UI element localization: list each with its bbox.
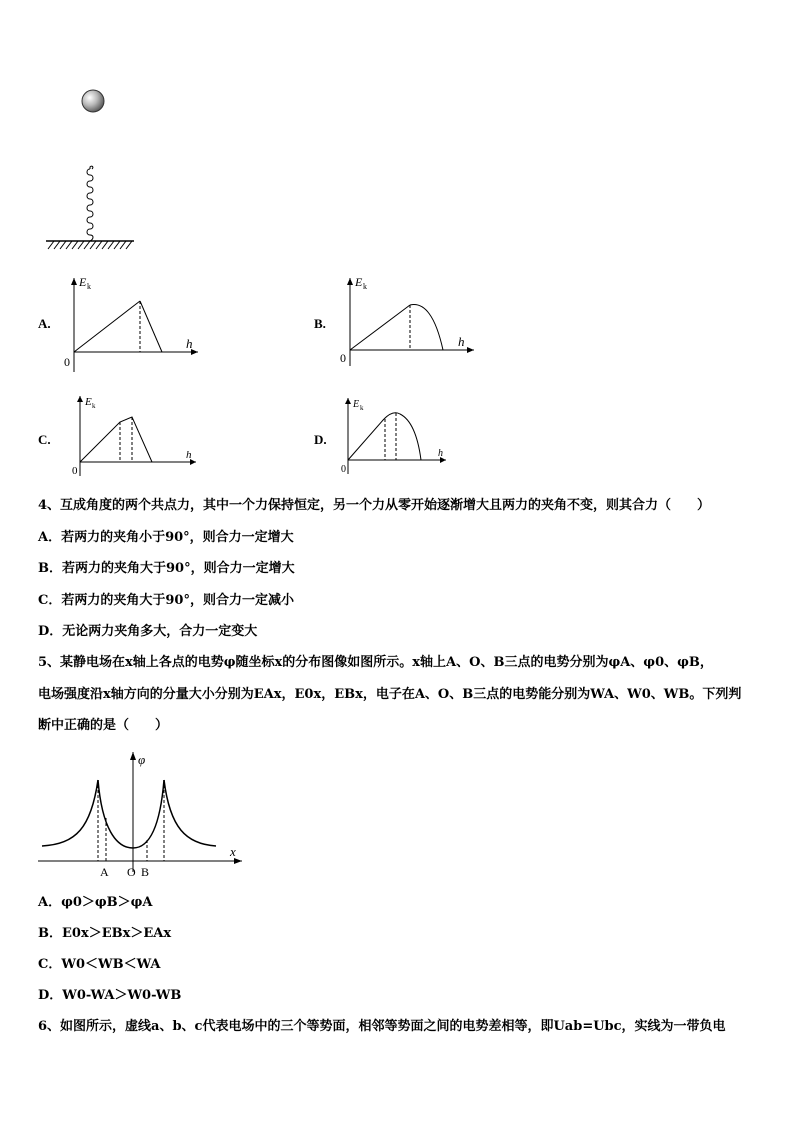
spring-ball-figure — [40, 85, 150, 255]
option-d-graph — [334, 392, 479, 487]
y-axis-label: E — [85, 396, 92, 408]
spring — [87, 166, 93, 241]
phi-axis-label: φ — [138, 752, 146, 767]
option-a-label[interactable]: A. — [38, 316, 51, 331]
q5-stem-line3: 断中正确的是（ ） — [38, 718, 169, 733]
q4-option-a[interactable]: A．若两力的夹角小于90°，则合力一定增大 — [38, 530, 294, 545]
q5-option-d[interactable]: D．W0-WA＞W0-WB — [38, 988, 182, 1003]
y-axis-sub: k — [360, 404, 364, 412]
y-axis-sub: k — [363, 282, 367, 291]
y-axis-label: E — [353, 399, 360, 410]
x-axis-label: h — [186, 449, 192, 461]
origin-label: 0 — [341, 464, 346, 475]
q5-stem-line1: 5、某静电场在x轴上各点的电势φ随坐标x的分布图像如图所示。x轴上A、O、B三点的电势分别为φA、φ0、φB， — [38, 655, 713, 670]
ball — [82, 90, 104, 112]
y-axis-sub: k — [87, 282, 91, 291]
y-axis-label: E — [355, 275, 363, 289]
origin-label: 0 — [340, 351, 346, 365]
option-c-graph — [58, 392, 203, 487]
x-axis-label: h — [438, 448, 443, 459]
y-axis-sub: k — [92, 402, 96, 410]
option-a-graph — [58, 272, 203, 377]
q5-option-a[interactable]: A．φ0＞φB＞φA — [38, 895, 153, 910]
q5-option-b[interactable]: B．E0x＞EBx＞EAx — [38, 926, 172, 941]
origin-label: 0 — [64, 355, 70, 369]
option-d-label[interactable]: D. — [314, 432, 327, 447]
q4-option-b[interactable]: B．若两力的夹角大于90°，则合力一定增大 — [38, 561, 295, 576]
x-axis-label: h — [186, 336, 193, 351]
q6-stem: 6、如图所示，虚线a、b、c代表电场中的三个等势面，相邻等势面之间的电势差相等，即Uab=Ubc，实线为一带负电 — [38, 1019, 726, 1034]
q4-stem: 4、互成角度的两个共点力，其中一个力保持恒定，另一个力从零开始逐渐增大且两力的夹角不变，则其合力（ ） — [38, 498, 711, 513]
x-axis-label: h — [458, 334, 465, 349]
q4-option-d[interactable]: D．无论两力夹角多大，合力一定变大 — [38, 624, 258, 639]
q5-option-c[interactable]: C．W0＜WB＜WA — [38, 957, 161, 972]
point-b-label: B — [141, 865, 150, 879]
q4-option-c[interactable]: C．若两力的夹角大于90°，则合力一定减小 — [38, 593, 294, 608]
option-b-graph — [334, 272, 479, 377]
point-a-label: A — [100, 865, 109, 879]
q5-stem-line2: 电场强度沿x轴方向的分量大小分别为EAx，E0x，EBx，电子在A、O、B三点的电势能分别为WA、W0、WB。下列判 — [38, 687, 742, 702]
origin-label: 0 — [72, 465, 78, 477]
y-axis-label: E — [79, 275, 87, 289]
option-c-label[interactable]: C. — [38, 432, 51, 447]
ground — [46, 241, 134, 249]
x-axis-label: x — [230, 844, 236, 859]
point-o-label: O — [127, 865, 136, 879]
option-b-label[interactable]: B. — [314, 316, 326, 331]
potential-graph — [36, 748, 248, 880]
